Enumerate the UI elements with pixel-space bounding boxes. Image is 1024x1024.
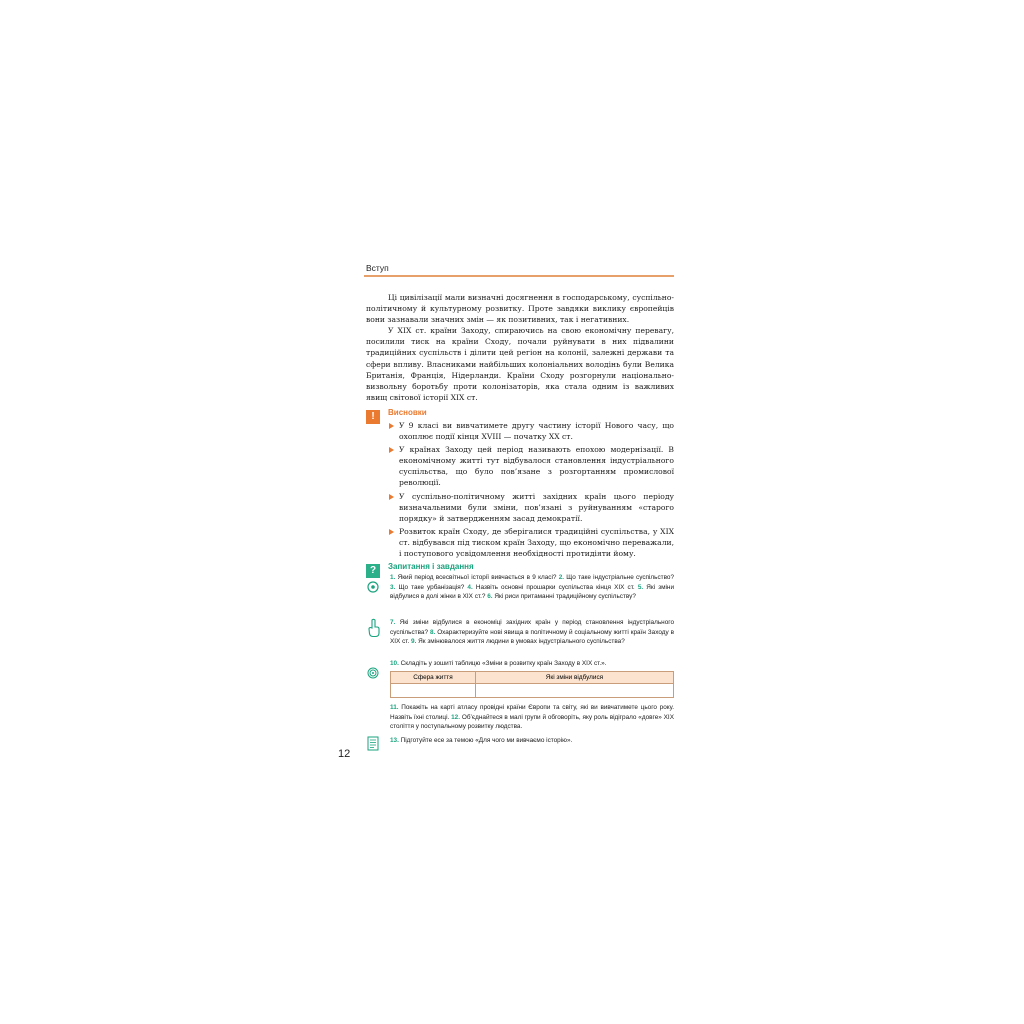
question-number: 11. [390,704,399,711]
spiral-icon [367,667,379,679]
question-text: Покажіть на карті атласу провідні країни Європи та світу, які ви вивчатимете цього року. Назвіть їхні столиці. [390,704,674,721]
intro-paragraph-1: Ці цивілізації мали визначні досягнення в господарському, суспільно-політичному й культурному розвитку. Проте завдяки виклику європейців вони зазнавали значних змін — як позитивних, так і негативних. [366,293,674,325]
question-text: Охарактеризуйте нові явища в політичному й соціальному житті країн Заходу в XIX ст. [390,628,674,646]
target-icon [367,581,379,593]
question-number: 9. [411,638,417,646]
page-number: 12 [338,748,351,760]
textbook-page [338,262,676,772]
hand-pointer-icon [367,618,381,638]
conclusion-item [388,491,674,524]
question-text: Які риси притаманні традиційному суспільству? [494,593,636,601]
table-header-cell: Сфера життя [391,672,476,684]
conclusion-item [388,420,674,442]
question-text: Назвіть основні прошарки суспільства кінця XIX ст. [475,583,635,591]
table-cell [391,684,476,698]
questions-title: Запитання і завдання [388,562,474,571]
conclusion-text: У 9 класі ви вивчатимете другу частину історії Нового часу, що охоплює події кінця XVIII — початку XX ст. [399,421,674,442]
question-number: 10. [390,660,399,667]
table-header-row [391,672,674,684]
conclusions-title: Висновки [388,408,427,417]
questions-group-3 [390,703,674,732]
question-13 [390,736,674,746]
question-text: Що таке індустріальне суспільство? [566,574,675,581]
question-number: 3. [390,583,396,591]
question-icon: ? [366,564,380,578]
section-header: Вступ [366,263,389,273]
header-rule [364,275,674,277]
table-cell [475,684,673,698]
question-number: 1. [390,574,396,581]
question-text: Підготуйте есе за темою «Для чого ми вивчаємо історію». [400,737,573,744]
conclusion-item [388,526,674,559]
question-text: Як змінювалося життя людини в умовах індустріального суспільства? [418,638,625,646]
question-number: 8. [429,628,436,636]
conclusion-text: У суспільно-політичному житті західних країн цього періоду визначальними були зміни, пов’язані з руйнуванням «старого порядку» й затвердженням засад демократії. [399,491,674,523]
question-text: Які зміни відбулися в долі жінки в XIX ст.? [390,583,675,601]
changes-table [390,671,674,698]
question-number: 7. [390,619,396,626]
questions-group-2 [390,618,674,647]
table-row [391,684,674,698]
conclusion-text: У країнах Заходу цей період називають епохою модернізації. В економічному житті тут відбувалося становлення індустріального суспільства, що було пов’язане з розгортанням промислової революції. [399,445,674,488]
question-number: 4. [467,583,473,591]
question-number: 5. [637,583,644,591]
questions-group-1 [390,573,674,602]
question-text: Складіть у зошиті таблицю «Зміни в розвитку країн Заходу в XIX ст.». [400,660,607,667]
document-icon [367,736,379,751]
question-text: Який період всесвітньої історії вивчається в 9 класі? [397,574,557,581]
intro-text [366,292,674,403]
table-header-cell: Які зміни відбулися [475,672,673,684]
exclamation-icon: ! [366,410,380,424]
question-text: Об’єднайтеся в малі групи й обговоріть, яку роль відіграло «довге» XIX століття у поступальному розвитку людства. [390,713,674,731]
question-number: 13. [390,737,399,744]
question-number: 6. [487,593,493,601]
question-text: Які зміни відбулися в економіці західних країн у період становлення індустріального суспільства? [390,619,674,636]
conclusion-text: Розвиток країн Сходу, де зберігалися традиційні суспільства, у XIX ст. відбувався під тиском країн Заходу, що економічно переважали, і поступового усвідомлення необхідності протидіяти йому. [399,526,674,559]
question-text: Що таке урбанізація? [398,583,465,591]
bullet-arrow-icon [389,494,394,500]
bullet-arrow-icon [389,423,394,429]
bullet-arrow-icon [389,447,394,453]
question-10 [390,659,674,669]
conclusions-list [388,420,674,561]
conclusion-item [388,444,674,488]
intro-paragraph-2: У XIX ст. країни Заходу, спираючись на свою економічну перевагу, посилили тиск на країни Сходу, почали руйнувати в них підвалини традиційних суспільств і ділити цей регіон на колонії, залежні держави та сфери впливу. Власниками найбільших колоніальних володінь були Велика Британія, Франція, Нідерланди. Країни Сходу розгорнули національно-визвольну боротьбу проти колонізаторів, яка стала одним із важливих явищ світової історії XIX ст. [366,326,674,402]
question-number: 2. [558,574,565,581]
question-number: 12. [451,713,461,721]
bullet-arrow-icon [389,529,394,535]
